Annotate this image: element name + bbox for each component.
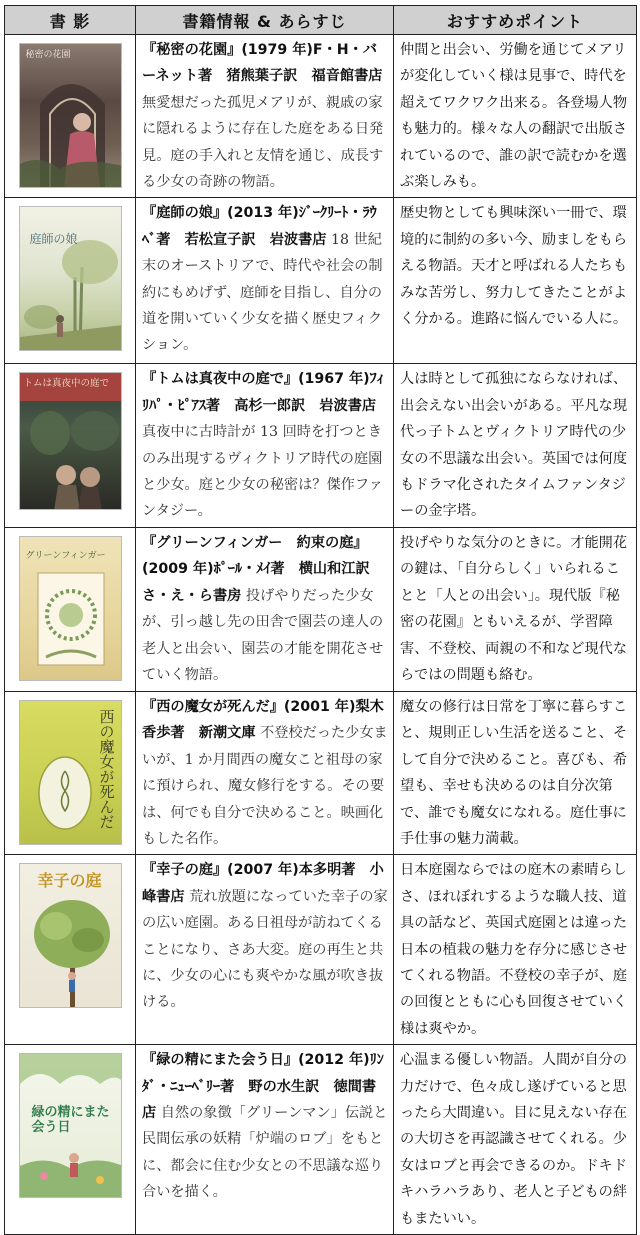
recommend-point: 投げやりな気分のときに。才能開花の鍵は、「自分らしく」いられることと「人との出会い」。現代版『秘密の花園』ともいえるが、学習障害、不登校、両親の不和など現代ならではの問題も絡む。 <box>394 527 637 691</box>
book-info-cell <box>136 527 394 691</box>
cover-title: トムは真夜中の庭で <box>23 378 110 390</box>
book-row <box>5 198 637 364</box>
cover-title: 緑の精にまた会う日 <box>31 1105 110 1136</box>
book-info-cell <box>136 691 394 854</box>
book-year: (2009 年) <box>142 561 214 578</box>
book-row <box>5 527 637 691</box>
recommend-point: 人は時として孤独にならなければ、出会えない出会いがある。平凡な現代っ子トムとヴィクトリア時代の少女の不思議な出会い。英国では何度もドラマ化されたタイムファンタジーの金字塔。 <box>394 364 637 527</box>
header-row <box>5 6 637 35</box>
book-year: (2001 年) <box>283 698 356 715</box>
book-summary: 荒れ放題になっていた幸子の家の広い庭園。ある日祖母が訪ねてくることになり、さあ大変。庭の再生と共に、少女の心にも爽やかな風が吹き抜ける。 <box>142 888 388 1011</box>
cover-art-illustration <box>20 373 122 510</box>
book-row <box>5 855 637 1045</box>
book-info-cell <box>136 35 394 198</box>
book-info-cell <box>136 364 394 527</box>
recommend-point: 歴史物としても興味深い一冊で、環境的に制約の多い今、励ましをもらえる物語。天才と呼ばれる人たちもみな苦労し、努力してきたことがよく分かる。進路に悩んでいる人に。 <box>394 198 637 364</box>
cover-cell <box>5 198 136 364</box>
book-cover-image <box>19 1053 122 1198</box>
header-info: 書籍情報 & あらすじ <box>136 6 394 35</box>
cover-title: 幸子の庭 <box>37 871 102 891</box>
book-info-cell <box>136 1045 394 1235</box>
book-summary: 無愛想だった孤児メアリが、親戚の家に隠れるように存在した庭をある日発見。庭の手入れと友情を通じ、成長する少女の奇跡の物語。 <box>142 94 384 191</box>
book-author: ﾌｨﾘﾊﾟ・ﾋﾟｱｽ著 高杉一郎訳 岩波書店 <box>142 371 384 414</box>
book-author: ﾎﾟｰﾙ・ﾒｲ著 横山和江訳 さ・え・ら書房 <box>142 561 384 604</box>
recommend-point: 仲間と出会い、労働を通じてメアリが変化していく様は見事で、時代を超えてワクワク出来る。各登場人物も魅力的。様々な人の翻訳で出版されているので、誰の訳で読むかを選ぶ楽しみも。 <box>394 35 637 198</box>
cover-cell <box>5 855 136 1045</box>
book-author: 梨木香歩著 新潮文庫 <box>142 698 384 742</box>
book-title: 『グリーンフィンガー 約束の庭』 <box>142 534 368 551</box>
book-row <box>5 1045 637 1235</box>
book-year: (2013 年) <box>227 205 299 222</box>
book-summary: 真夜中に古時計が 13 回時を打つときのみ出現するヴィクトリア時代の庭園と少女。庭と少女の秘密は？傑作ファンタジー。 <box>142 424 383 520</box>
recommend-point: 魔女の修行は日常を丁寧に暮らすこと、規則正しい生活を送ること、そして自分で決めること。喜びも、希望も、幸せも決めるのは自分次第で、誰でも魔女になれる。庭仕事に手仕事の魅力満載。 <box>394 691 637 854</box>
cover-cell <box>5 691 136 854</box>
cover-art-illustration <box>20 207 122 351</box>
book-summary: 投げやりだった少女が、引っ越し先の田舎で園芸の達人の老人と出会い、園芸の才能を開花させていく物語。 <box>142 587 384 683</box>
cover-title: 西の魔女が死んだ <box>97 708 116 829</box>
book-title: 『幸子の庭』 <box>142 862 228 879</box>
header-point: おすすめポイント <box>394 6 637 35</box>
book-row <box>5 364 637 527</box>
book-year: (1967 年) <box>298 371 370 388</box>
book-author: F・H・バーネット著 猪熊葉子訳 福音館書店 <box>142 42 383 85</box>
cover-art-illustration <box>20 44 122 188</box>
cover-cell <box>5 527 136 691</box>
book-summary: 不登校だった少女まいが、1 か月間西の魔女こと祖母の家に預けられ、魔女修行をする。その要は、何でも自分で決めること。映画化もした名作。 <box>142 725 388 847</box>
header-cover: 書 影 <box>5 6 136 35</box>
book-cover-image <box>19 700 122 845</box>
book-year: (2012 年) <box>298 1052 370 1069</box>
book-author: 本多明著 小峰書店 <box>142 862 384 905</box>
cover-cell <box>5 35 136 198</box>
recommend-point: 日本庭園ならではの庭木の素晴らしさ、ほれぼれするような職人技、道具の話など、英国式庭園とは違った日本の植栽の魅力を存分に感じさせてくれる物語。不登校の幸子が、庭の回復とともに心も回復させていく様は爽やか。 <box>394 855 637 1045</box>
book-info-cell <box>136 855 394 1045</box>
book-title: 『西の魔女が死んだ』 <box>142 698 284 715</box>
book-table <box>4 5 637 1235</box>
book-author: ﾘﾝﾀﾞ・ﾆｭｰﾍﾞﾘｰ著 野の水生訳 徳間書店 <box>142 1052 384 1121</box>
cover-title: グリーンフィンガー <box>25 550 106 561</box>
book-cover-image <box>19 206 122 351</box>
book-row <box>5 35 637 198</box>
cover-title: 秘密の花園 <box>25 50 71 60</box>
book-row <box>5 691 637 854</box>
cover-title: 庭師の娘 <box>29 232 78 247</box>
book-summary: 自然の象徴「グリーンマン」伝説と民間伝承の妖精「炉端のロブ」をもとに、都会に住む少女との不思議な巡り合いを描く。 <box>142 1104 388 1201</box>
recommend-point: 心温まる優しい物語。人間が自分の力だけで、色々成し遂げていると思ったら大間違い。目に見えない存在の大切さを再認識させてくれる。少女はロブと再会できるのか。ドキドキハラハラあり、老人と子どもの絆もまたいい。 <box>394 1045 637 1235</box>
book-title: 『緑の精にまた会う日』 <box>142 1052 299 1069</box>
book-cover-image <box>19 43 122 188</box>
book-title: 『庭師の娘』 <box>142 205 228 222</box>
book-summary: 18 世紀末のオーストリアで、時代や社会の制約にもめげず、庭師を目指し、自分の道を開いていく少女を描く歴史フィクション。 <box>142 231 383 354</box>
book-title: 『トムは真夜中の庭で』 <box>142 371 299 388</box>
book-title: 『秘密の花園』 <box>142 42 242 58</box>
book-year: (2007 年) <box>227 862 299 879</box>
book-year: (1979 年) <box>241 42 313 58</box>
book-cover-image <box>19 863 122 1008</box>
cover-cell <box>5 1045 136 1235</box>
book-info-cell <box>136 198 394 364</box>
cover-cell <box>5 364 136 527</box>
book-author: ｼﾞｰｸﾘｰﾄ・ﾗｳﾍﾞ著 若松宣子訳 岩波書店 <box>142 205 377 248</box>
book-cover-image <box>19 536 122 681</box>
book-cover-image <box>19 372 122 510</box>
